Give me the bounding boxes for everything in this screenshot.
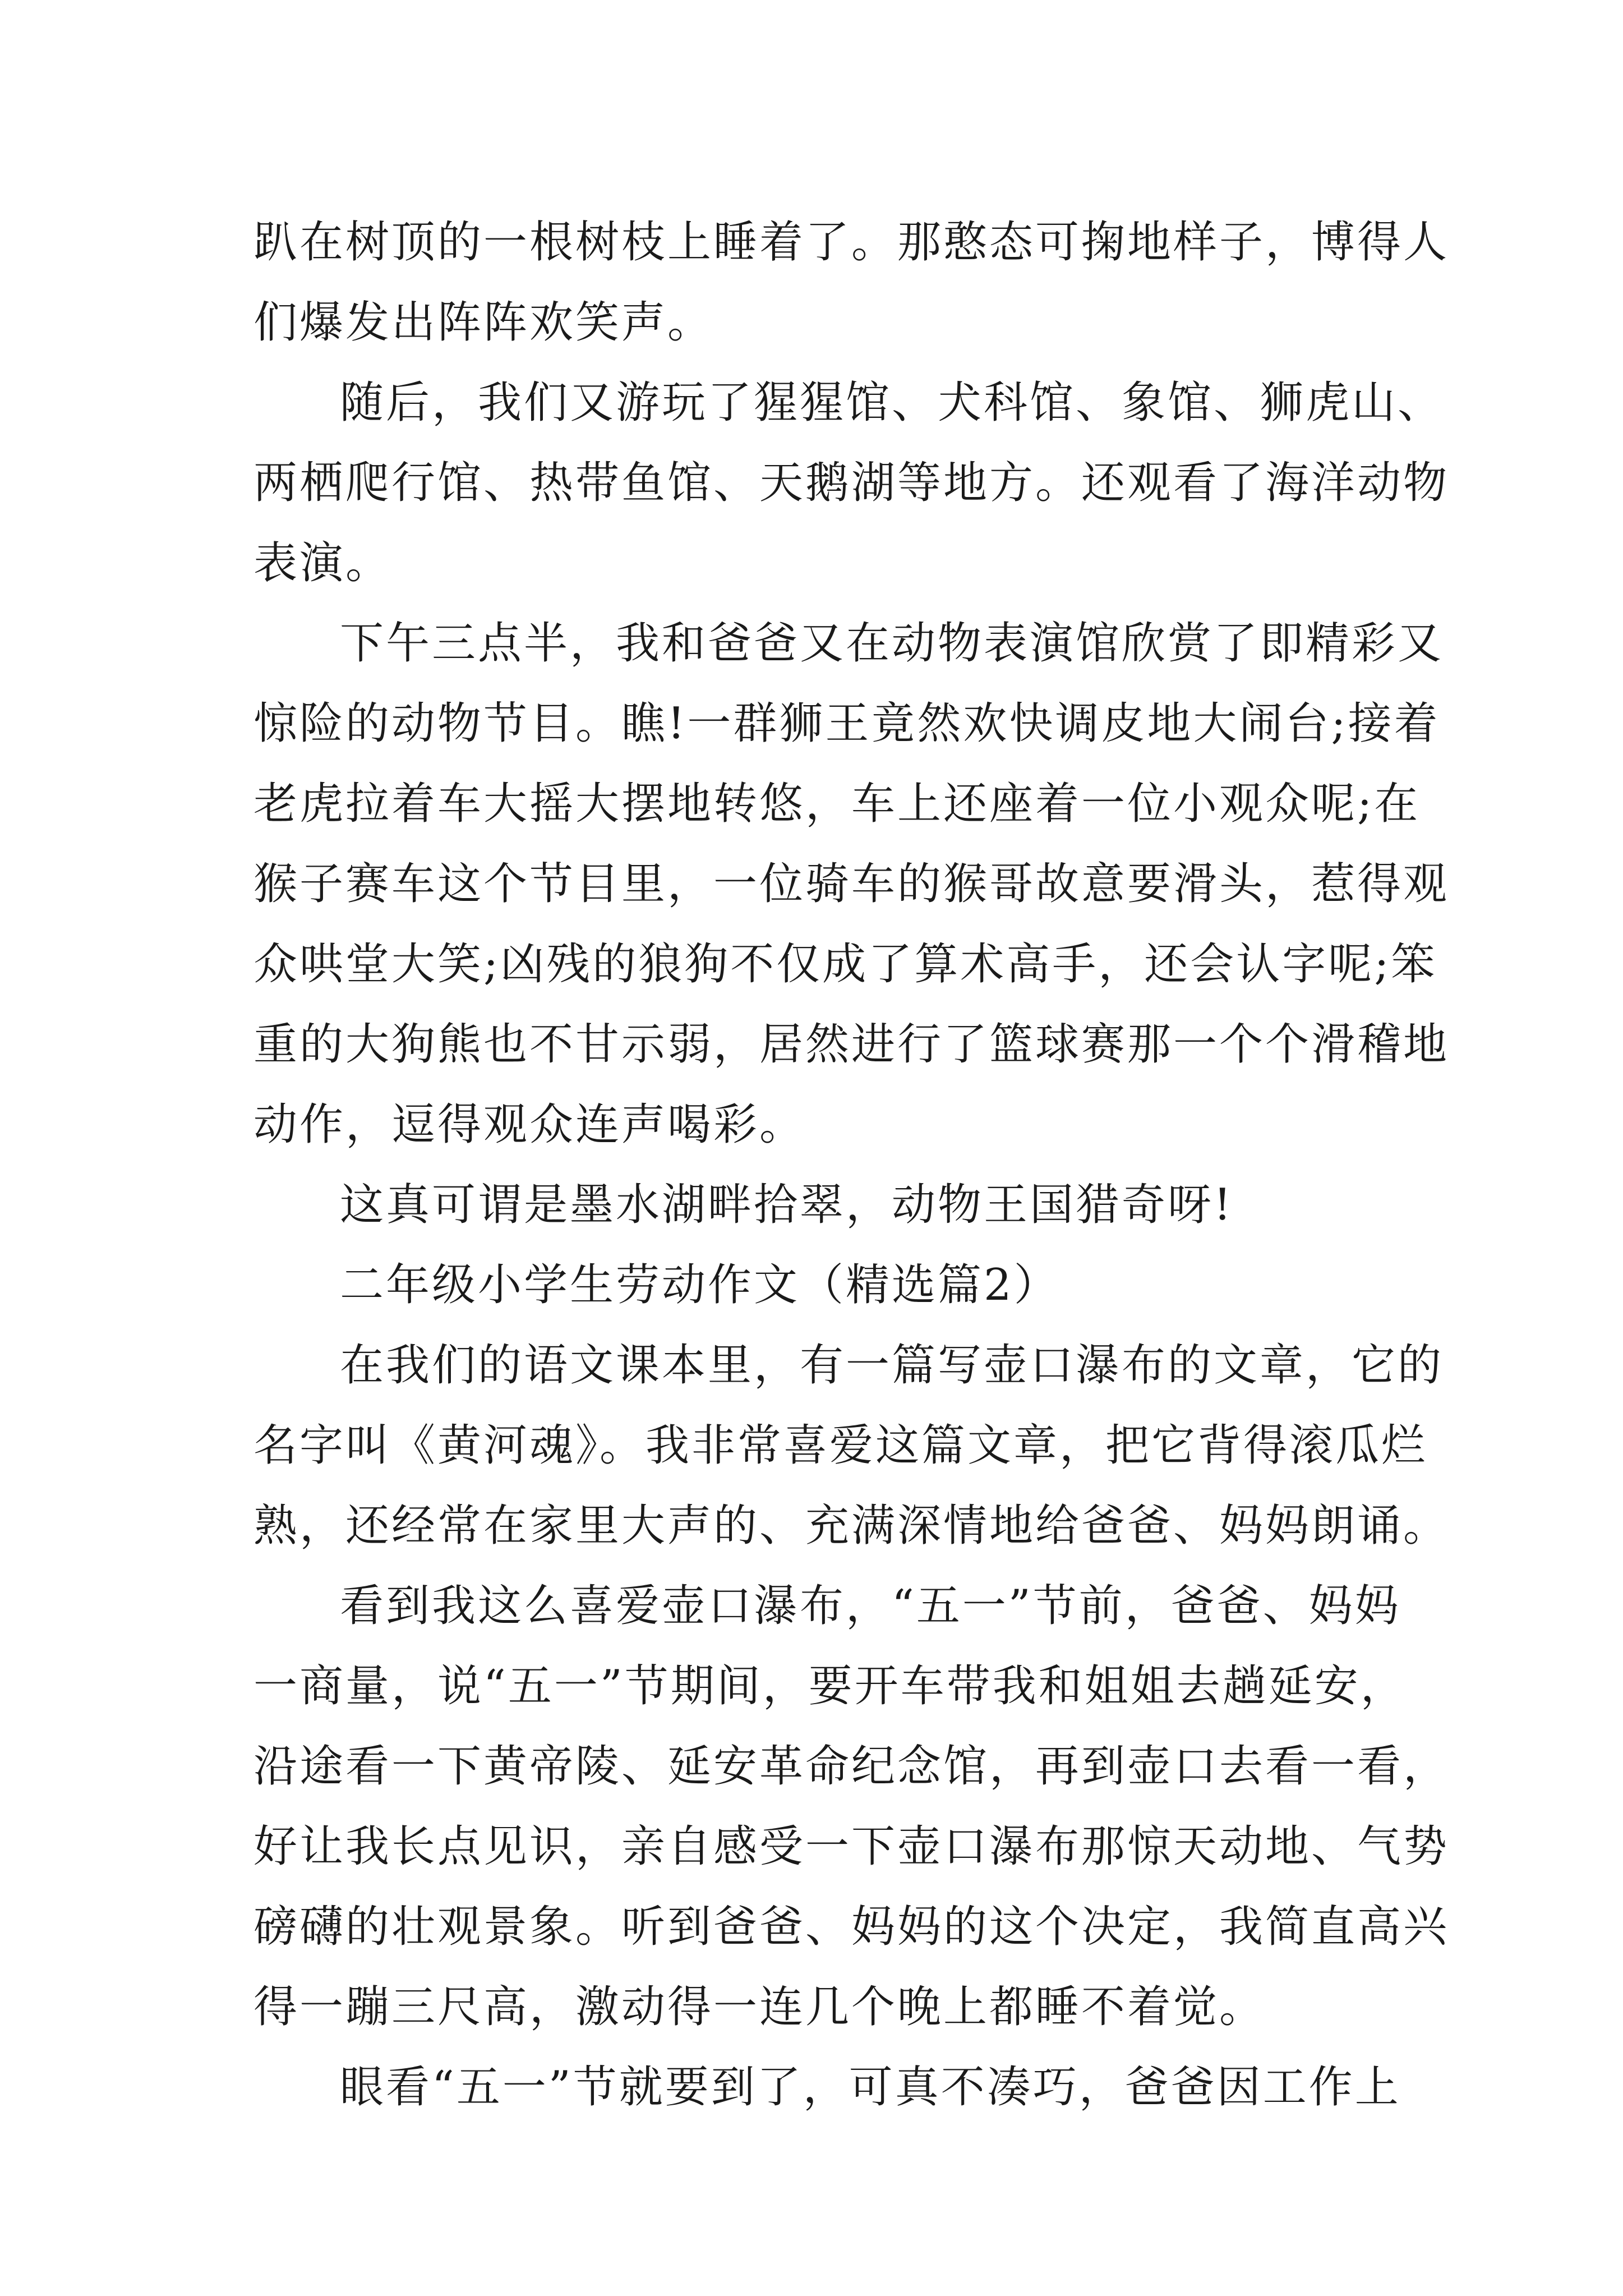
- text-line: 在我们的语文课本里，有一篇写壶口瀑布的文章，它的: [340, 1340, 1444, 1391]
- text-line: 这真可谓是墨水湖畔拾翠，动物王国猎奇呀!: [340, 1180, 1234, 1230]
- text-line: 名字叫《黄河魂》。我非常喜爱这篇文章，把它背得滚瓜烂: [253, 1420, 1428, 1471]
- text-line: 眼看“五一”节就要到了，可真不凑巧，爸爸因工作上: [340, 2062, 1401, 2113]
- text-line: 得一蹦三尺高，激动得一连几个晚上都睡不着觉。: [253, 1982, 1266, 2032]
- text-line: 们爆发出阵阵欢笑声。: [253, 297, 714, 348]
- text-line: 磅礴的壮观景象。听到爸爸、妈妈的这个决定，我简直高兴: [253, 1902, 1450, 1952]
- text-line: 两栖爬行馆、热带鱼馆、天鹅湖等地方。还观看了海洋动物: [253, 458, 1450, 508]
- text-line: 表演。: [253, 538, 392, 588]
- text-line: 趴在树顶的一根树枝上睡着了。那憨态可掬地样子，博得人: [253, 217, 1450, 268]
- section-heading: 二年级小学生劳动作文（精选篇2）: [340, 1260, 1060, 1310]
- text-line: 众哄堂大笑;凶残的狼狗不仅成了算术高手，还会认字呢;笨: [253, 939, 1437, 990]
- text-line: 看到我这么喜爱壶口瀑布，“五一”节前，爸爸、妈妈: [340, 1581, 1401, 1631]
- text-line: 好让我长点见识，亲自感受一下壶口瀑布那惊天动地、气势: [253, 1821, 1450, 1872]
- text-line: 重的大狗熊也不甘示弱，居然进行了篮球赛那一个个滑稽地: [253, 1019, 1450, 1070]
- text-line: 猴子赛车这个节目里，一位骑车的猴哥故意要滑头，惹得观: [253, 859, 1450, 909]
- text-line: 熟，还经常在家里大声的、充满深情地给爸爸、妈妈朗诵。: [253, 1501, 1450, 1551]
- text-line: 下午三点半，我和爸爸又在动物表演馆欣赏了即精彩又: [340, 618, 1444, 669]
- text-line: 随后，我们又游玩了猩猩馆、犬科馆、象馆、狮虎山、: [340, 378, 1444, 428]
- text-line: 动作，逗得观众连声喝彩。: [253, 1099, 806, 1150]
- text-line: 老虎拉着车大摇大摆地转悠，车上还座着一位小观众呢;在: [253, 779, 1421, 829]
- text-line: 沿途看一下黄帝陵、延安革命纪念馆，再到壶口去看一看，: [253, 1741, 1450, 1792]
- text-line: 惊险的动物节目。瞧!一群狮王竟然欢快调皮地大闹台;接着: [253, 698, 1440, 749]
- text-line: 一商量，说“五一”节期间，要开车带我和姐姐去趟延安，: [253, 1661, 1407, 1711]
